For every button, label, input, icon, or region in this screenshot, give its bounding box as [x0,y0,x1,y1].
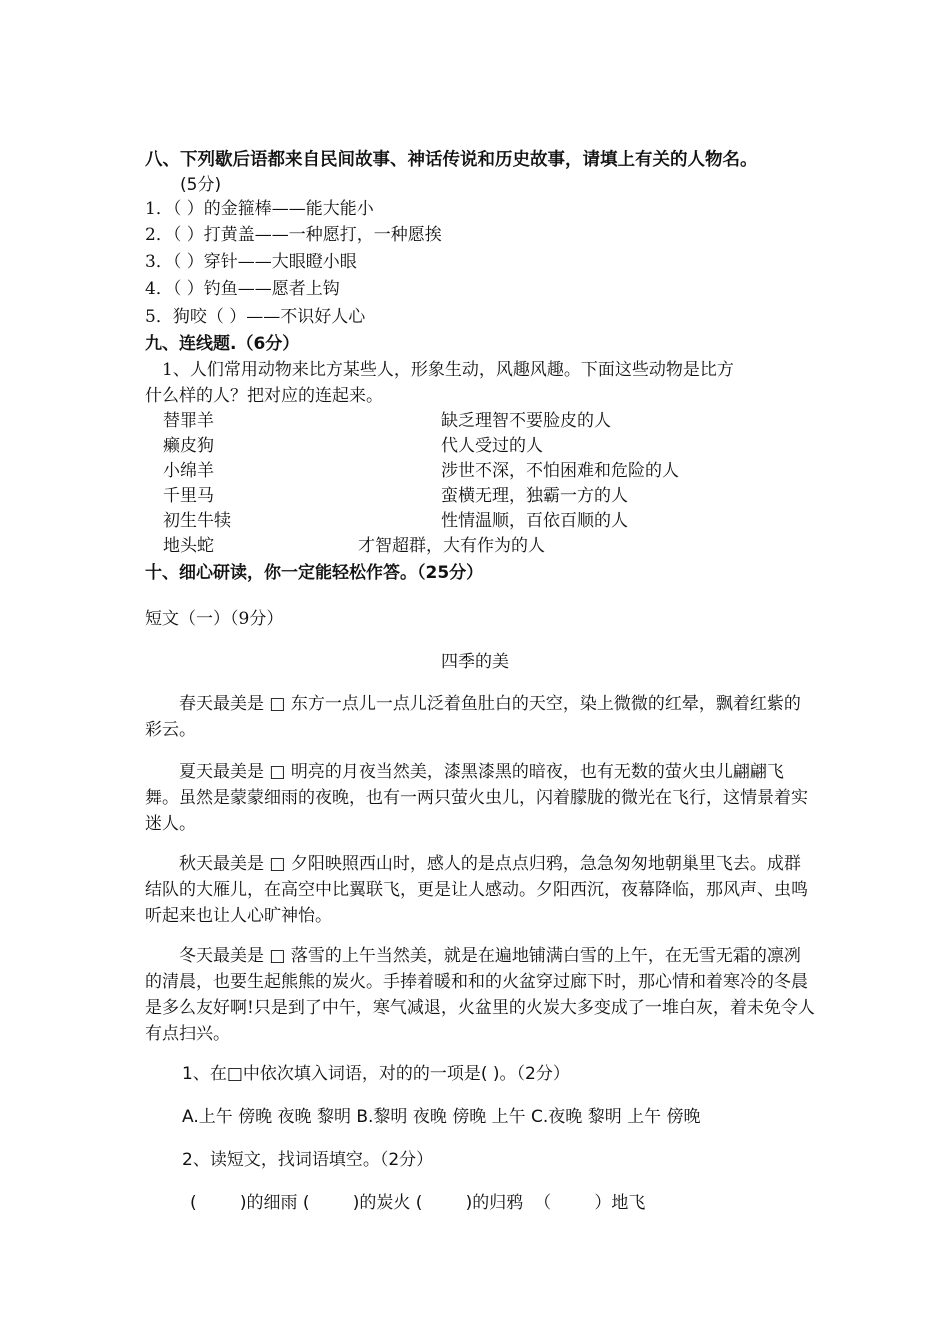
match-right-item: 缺乏理智不要脸皮的人 [441,411,611,431]
list-item: 4．（ ）钓鱼——愿者上钩 [145,279,340,299]
list-item: 5．狗咬（ ）——不识好人心 [145,307,366,327]
list-item: 2．（ ）打黄盖——一种愿打，一种愿挨 [145,225,442,245]
passage-paragraph: 冬天最美是 □ 落雪的上午当然美，就是在遍地铺满白雪的上午，在无雪无霜的凛冽的清晨，也要生起熊熊的炭火。手捧着暖和和的火盆穿过廊下时，那心情和着寒冷的冬晨是多么友好啊!只是到了中午，寒气减退，火盆里的火炭大多变成了一堆白灰，着未免令人有点扫兴。 [145,946,815,1044]
passage-paragraph: 春天最美是 □ 东方一点儿一点儿泛着鱼肚白的天空，染上微微的红晕，飘着红紫的彩云。 [145,694,801,740]
list-item: 1．（ ）的金箍棒——能大能小 [145,199,374,219]
match-left-item: 小绵羊 [163,461,214,481]
match-right-item: 性情温顺，百依百顺的人 [441,511,628,531]
match-left-item: 替罪羊 [163,411,214,431]
section9-intro-line2: 什么样的人？把对应的连起来。 [145,386,383,406]
section9-intro-line1: 1、人们常用动物来比方某些人，形象生动，风趣风趣。下面这些动物是比方 [162,360,734,380]
section8-score: (5分) [180,175,222,195]
section10-title: 十、细心研读，你一定能轻松作答。（25分） [145,563,484,583]
passage-title: 四季的美 [441,652,509,672]
match-left-item: 地头蛇 [163,536,214,556]
question-1-options: A.上午 傍晚 夜晚 黎明 B.黎明 夜晚 傍晚 上午 C.夜晚 黎明 上午 傍晚 [182,1107,701,1127]
match-left-item: 初生牛犊 [163,511,231,531]
match-left-item: 千里马 [163,486,214,506]
question-2-blanks: ( )的细雨 ( )的炭火 ( )的归鸦 （ ）地飞 [190,1193,646,1213]
match-right-item: 蛮横无理，独霸一方的人 [441,486,628,506]
passage-paragraph: 秋天最美是 □ 夕阳映照西山时，感人的是点点归鸦，急急匆匆地朝巢里飞去。成群结队的大雁儿，在高空中比翼联飞，更是让人感动。夕阳西沉，夜幕降临，那风声、虫鸣听起来也让人心旷神怡。 [145,854,808,926]
passage-label: 短文（一）（9分） [145,609,284,629]
section8-title: 八、下列歇后语都来自民间故事、神话传说和历史故事，请填上有关的人物名。 [145,150,758,170]
section9-title: 九、连线题.（6分） [145,334,300,354]
match-right-item: 才智超群，大有作为的人 [358,536,545,556]
list-item: 3．（ ）穿针——大眼瞪小眼 [145,252,357,272]
match-right-item: 涉世不深，不怕困难和危险的人 [441,461,679,481]
question-1: 1、在□中依次填入词语，对的的一项是( )。（2分） [182,1064,570,1084]
match-right-item: 代人受过的人 [441,436,543,456]
question-2: 2、读短文，找词语填空。（2分） [182,1150,434,1170]
passage-paragraph: 夏天最美是 □ 明亮的月夜当然美，漆黑漆黑的暗夜，也有无数的萤火虫儿翩翩飞舞。虽然是蒙蒙细雨的夜晚，也有一两只萤火虫儿，闪着朦胧的微光在飞行，这情景着实迷人。 [145,762,808,834]
match-left-item: 癞皮狗 [163,436,214,456]
